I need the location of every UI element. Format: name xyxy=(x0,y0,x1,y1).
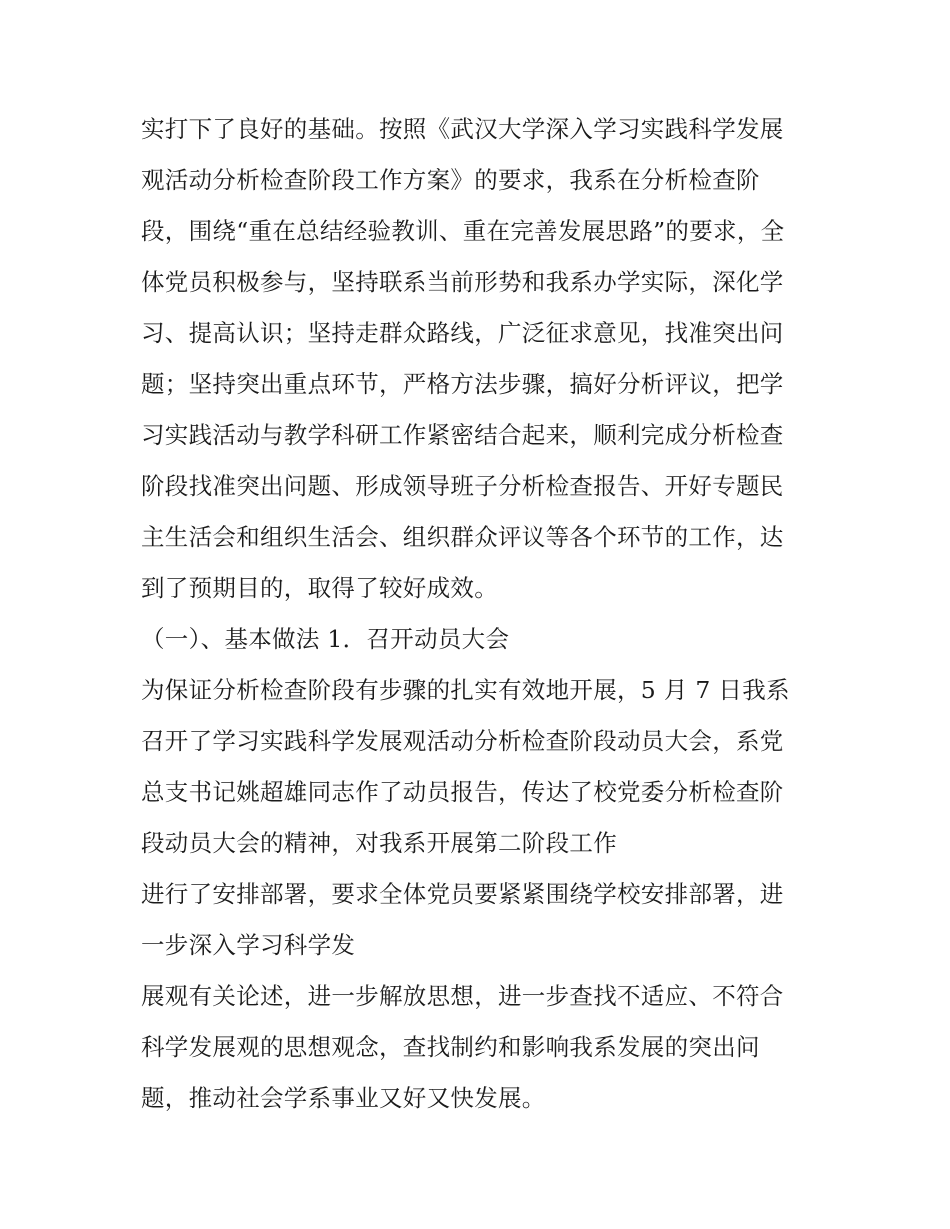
text-line: 科学发展观的思想观念，查找制约和影响我系发展的突出问 xyxy=(141,1033,760,1061)
text-line: 实打下了良好的基础。按照《武汉大学深入学习实践科学发展 xyxy=(141,115,784,143)
text-line: 展观有关论述，进一步解放思想，进一步查找不适应、不符合 xyxy=(141,982,784,1010)
text-line: 段，围绕“重在总结经验教训、重在完善发展思路”的要求，全 xyxy=(141,217,785,245)
text-line: 题，推动社会学系事业又好又快发展。 xyxy=(141,1084,546,1112)
section-heading: （一）、基本做法 1．召开动员大会 xyxy=(141,625,510,653)
text-line: 主生活会和组织生活会、组织群众评议等各个环节的工作，达 xyxy=(141,523,784,551)
text-line: 习实践活动与教学科研工作紧密结合起来，顺利完成分析检查 xyxy=(141,421,784,449)
text-line: 题；坚持突出重点环节，严格方法步骤，搞好分析评议，把学 xyxy=(141,370,784,398)
text-line: 段动员大会的精神，对我系开展第二阶段工作 xyxy=(141,829,617,857)
text-line: 体党员积极参与，坚持联系当前形势和我系办学实际，深化学 xyxy=(141,268,784,296)
text-line: 观活动分析检查阶段工作方案》的要求，我系在分析检查阶 xyxy=(141,166,760,194)
text-line: 为保证分析检查阶段有步骤的扎实有效地开展，5 月 7 日我系 xyxy=(141,676,790,704)
text-line: 到了预期目的，取得了较好成效。 xyxy=(141,574,498,602)
text-line: 总支书记姚超雄同志作了动员报告，传达了校党委分析检查阶 xyxy=(141,778,784,806)
text-line: 召开了学习实践科学发展观活动分析检查阶段动员大会，系党 xyxy=(141,727,784,755)
text-line: 进行了安排部署，要求全体党员要紧紧围绕学校安排部署，进 xyxy=(141,880,784,908)
text-line: 阶段找准突出问题、形成领导班子分析检查报告、开好专题民 xyxy=(141,472,784,500)
text-line: 习、提高认识；坚持走群众路线，广泛征求意见，找准突出问 xyxy=(141,319,784,347)
text-line: 一步深入学习科学发 xyxy=(141,931,356,959)
